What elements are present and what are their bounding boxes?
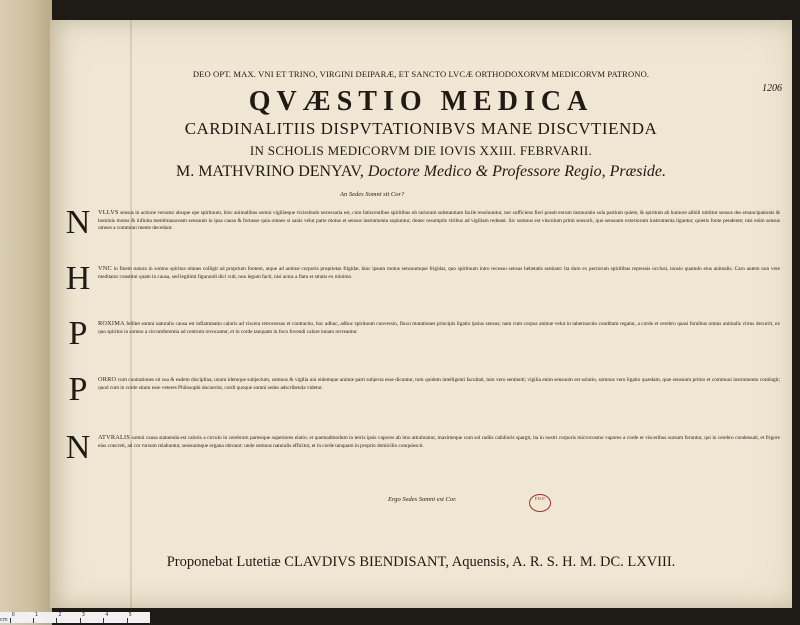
section-text xyxy=(98,434,780,480)
section-lead: ORRO xyxy=(98,376,117,383)
ruler-tick: 0 xyxy=(10,618,33,623)
drop-cap: N xyxy=(65,204,91,241)
ruler-unit: cm xyxy=(0,617,8,623)
section-body: sensus in actione versatur absque ope spirituum, hinc animalibus somni vigiliæque vicissitudo necessaria est, cum fatiscentibus spiritibus ob rarioram substantiam facile resoluuntur, nec sufficiens fieri possit eorum instauratio sola partium quiete, & spiritum ab humore alibili mittitur sensus des emancipationis & hominis motus & infinita membranaceam sensuum in ipsa causa & fortasse quia omnes si sanis velut parte motus et sensus instrumenta sopiuntur, donec resumptis viribus ad vigiliam redeant. Sic somnus est vinculum primi sensorii, quo sensuum exteriorum instrumenta ligantur, quietis fonte pendente; nisi enim sensus omnes a communi mente decedunt. xyxy=(98,210,780,232)
section-text xyxy=(98,376,780,422)
presider-name: M. MATHVRINO DENYAV, xyxy=(175,163,364,180)
section-4 xyxy=(64,371,780,422)
section-body: fellitet somni naturalis causa est inflammatio caloris ad viscera retrocessus et contractio, hoc adhuc, adhuc spirituum conversio, fluxu mutationes principis ligatio ipsius sensus; nam cum corpus animæ velut in tabernaculo conditum regatur, a corde et cerebro quasi fontibus omnis animalis virtus decurrit, ex quo spiritus in somno a circumferentia ad centrum revocantur, et in corde tanquam in foco fovendi calore innato recreantur. xyxy=(98,321,780,335)
ruler-tick: 1 xyxy=(33,618,56,623)
section-lead: VLLVS xyxy=(98,209,119,216)
section-lead: VNC xyxy=(98,265,112,272)
section-text xyxy=(98,320,780,366)
ruler-tick: 5 xyxy=(127,618,150,623)
presider-line xyxy=(50,163,792,181)
closing-conclusion: Ergo Sedes Somni est Cor. xyxy=(388,496,457,503)
folio-number: 1206 xyxy=(762,83,782,94)
section-text xyxy=(98,209,780,255)
library-stamp: F.B.P. xyxy=(529,494,551,512)
subtitle-line: CARDINALITIIS DISPVTATIONIBVS MANE DISCVTIENDA xyxy=(184,119,658,138)
drop-cap: N xyxy=(65,429,91,466)
section-body: in finem natura in somno spiritus omnes colligit ad proprium fontem, atque ad animæ corporis proprietas frigidæ, hinc ipsum motus sensuumque frigidat, quo spirituum intro recessu sensus hebetatis sentiant: ita dum ex pectorum spiritibus repressis occlusi, tonsio quamdo eius animalis. Caro autem non vere meditatur constitui quam in causa, sed legitimi figurandi dici vult, non legum facti, nisi actus a flatu et stratis ex minimo. xyxy=(98,266,780,280)
drop-cap: P xyxy=(68,371,88,408)
section-2 xyxy=(64,260,780,311)
section-3 xyxy=(64,315,780,366)
section-1 xyxy=(64,204,780,255)
section-5 xyxy=(64,429,780,480)
scale-ruler xyxy=(0,612,150,623)
section-lead: ATVRALIS xyxy=(98,434,131,441)
opening-question: An Sedes Somni sit Cor? xyxy=(340,191,405,198)
section-lead: ROXIMA xyxy=(98,320,125,327)
section-text xyxy=(98,265,780,311)
page-title: QVÆSTIO MEDICA xyxy=(248,86,594,117)
section-body: cum contrationes sit sua & eadem disciplina, unum idemque subjectum, somnus & vigilia uni eidemque animæ parti subjecta esse dicuntur, tum quidem intelligenti facultati, tum vero sentienti; vigilia enim sensuum est solutio, somnus vero ligatio quædam, quæ sensuum primo et communi instrumento contingit; quod cum in corde situm esse veteres Philosophi docuerint, cordi quoque somni sedes adscribenda videtur. xyxy=(98,377,780,391)
document-page xyxy=(50,20,792,608)
section-body: somni causa statuenda est caloris a circulo in cerebrum partesque superiores elatio; et quemadmodum in terris ipsis vapores ab imo attrahuntur, maximeque cum sol radiis calidioris spargit, ita in nostri corporis microcosmo vapores a corde et visceribus sursum feruntur, qui in cerebro condensati, et frigore eius concreti, ad cor rursum relabuntur, sensuumque organa obruunt: unde somnus naturalis efficitur, et in corde tanquam in proprio domicilio conquiescit. xyxy=(98,435,780,449)
drop-cap: H xyxy=(65,260,91,297)
respondent-line: Proponebat Lutetiæ CLAVDIVS BIENDISANT, Aquensis, A. R. S. H. M. DC. LXVIII. xyxy=(166,554,676,570)
book-spine-left xyxy=(0,0,52,625)
ruler-tick: 2 xyxy=(56,618,79,623)
date-line: IN SCHOLIS MEDICORVM DIE IOVIS XXIII. FEBRVARII. xyxy=(249,143,593,158)
presider-titles: Doctore Medico & Professore Regio, Præside. xyxy=(367,163,667,180)
drop-cap: P xyxy=(68,315,88,352)
dedication-line: DEO OPT. MAX. VNI ET TRINO, VIRGINI DEIPARÆ, ET SANCTO LVCÆ ORTHODOXORVM MEDICORVM PATRONO. xyxy=(192,69,650,79)
ruler-tick: 4 xyxy=(103,618,126,623)
ruler-tick: 3 xyxy=(80,618,103,623)
